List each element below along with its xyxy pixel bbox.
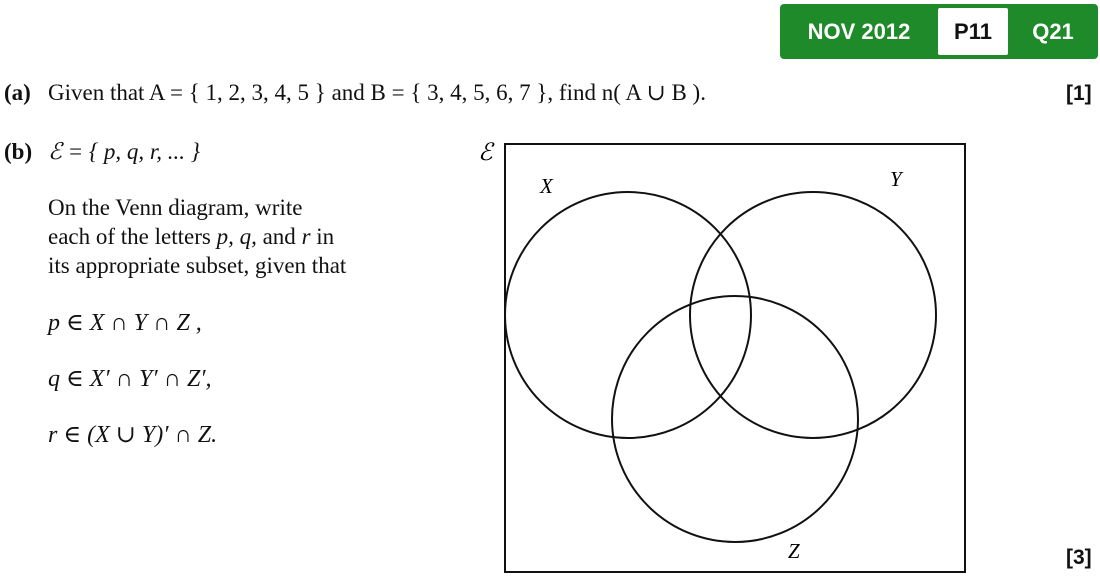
paper-number: P11 bbox=[938, 8, 1008, 55]
part-a-label: (a) bbox=[4, 80, 31, 105]
set-z-label: Z bbox=[788, 539, 800, 563]
question-number: Q21 bbox=[1032, 19, 1074, 44]
set-z-circle bbox=[612, 296, 858, 542]
set-y-label: Y bbox=[890, 167, 902, 191]
instruction-line-2-text: each of the letters bbox=[48, 224, 211, 249]
condition-r: r ∈ (X ∪ Y)′ ∩ Z. bbox=[48, 422, 218, 448]
part-b-instruction bbox=[48, 193, 388, 280]
and-word: and bbox=[262, 224, 296, 249]
letter-r: r bbox=[301, 224, 311, 249]
universal-set-definition: ℰ = { p, q, r, ... } bbox=[48, 139, 200, 164]
letters-pq: p, q, bbox=[216, 224, 257, 249]
set-x-label: X bbox=[540, 174, 553, 198]
instruction-line-3: its appropriate subset, given that bbox=[48, 253, 347, 278]
question-badge bbox=[780, 4, 1098, 59]
condition-q: q ∈ X′ ∩ Y′ ∩ Z′, bbox=[48, 366, 212, 392]
venn-diagram bbox=[470, 135, 970, 575]
universal-set-label: ℰ bbox=[478, 140, 493, 166]
part-a-marks: [1] bbox=[1066, 82, 1092, 105]
part-a-question: Given that A = { 1, 2, 3, 4, 5 } and B = { 3, 4, 5, 6, 7 }, find n( A ∪ B ). bbox=[48, 80, 706, 105]
part-b-marks: [3] bbox=[1066, 546, 1092, 569]
set-x-circle bbox=[505, 192, 751, 438]
instruction-line-1: On the Venn diagram, write bbox=[48, 195, 303, 220]
universal-set-box bbox=[505, 144, 965, 572]
in-word: in bbox=[316, 224, 335, 249]
part-b-label: (b) bbox=[4, 139, 33, 164]
condition-p: p ∈ X ∩ Y ∩ Z , bbox=[48, 310, 202, 336]
instruction-line-2 bbox=[48, 222, 388, 251]
exam-session: NOV 2012 bbox=[807, 19, 911, 44]
set-y-circle bbox=[690, 192, 936, 438]
